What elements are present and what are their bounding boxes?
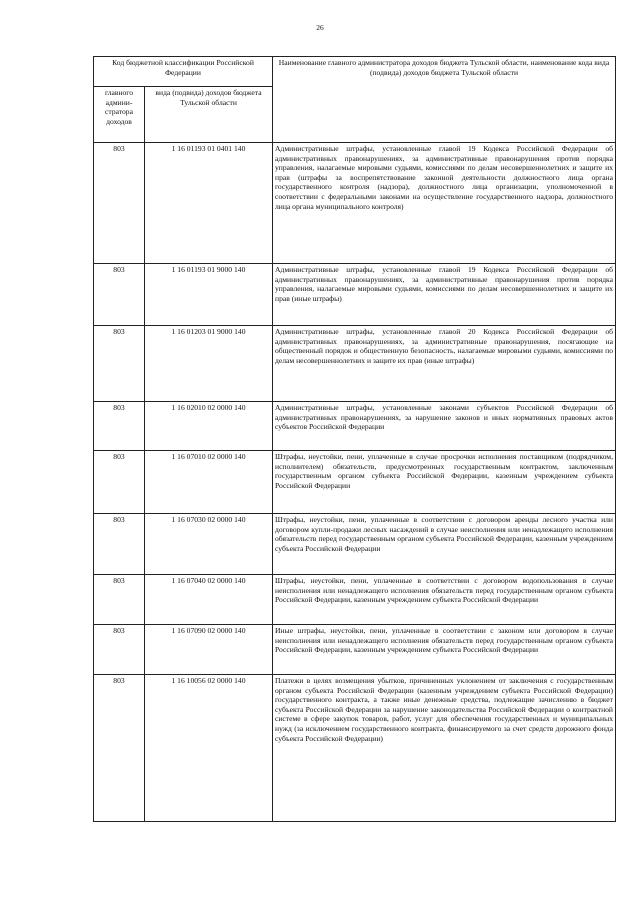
page-number: 26 [316, 23, 324, 32]
income-code-cell: 1 16 07090 02 0000 140 [145, 625, 273, 675]
table-row [94, 451, 616, 514]
income-code-cell: 1 16 10056 02 0000 140 [145, 675, 273, 822]
header-row [94, 57, 616, 87]
admin-code-cell: 803 [94, 675, 145, 822]
admin-code-cell: 803 [94, 326, 145, 402]
income-name-cell: Административные штрафы, установленные главой 20 Кодекса Российской Федерации об административных правонарушениях, за административные правонарушения, посягающие на общественный порядок и общественную безопасность, налагаемые мировыми судьями, комиссиями по делам несовершеннолетних и защите их прав (иные штрафы) [273, 326, 616, 402]
admin-code-cell: 803 [94, 143, 145, 264]
income-name-cell: Иные штрафы, неустойки, пени, уплаченные в соответствии с законом или договором в случае неисполнения или ненадлежащего исполнения обязательств перед государственным органом субъекта Российской Федерации, казенным учреждением субъекта Российской Федерации [273, 625, 616, 675]
table-row [94, 402, 616, 451]
name-column-header: Наименование главного администратора доходов бюджета Тульской области, наименование кода вида (подвида) доходов бюджета Тульской области [273, 57, 616, 143]
income-name-cell: Штрафы, неустойки, пени, уплаченные в соответствии с договором аренды лесного участка или договором купли-продажи лесных насаждений в случае неисполнения или ненадлежащего исполнения обязательств перед государственным органом субъекта Российской Федерации, казенным учреждением субъекта Российской Федерации [273, 514, 616, 575]
income-code-cell: 1 16 07030 02 0000 140 [145, 514, 273, 575]
admin-code-cell: 803 [94, 264, 145, 326]
income-name-cell: Штрафы, неустойки, пени, уплаченные в случае просрочки исполнения поставщиком (подрядчиком, исполнителем) обязательств, предусмотренных государственным контрактом, заключенным государственным органом субъекта Российской Федерации, казенным учреждением субъекта Российской Федерации [273, 451, 616, 514]
income-code-cell: 1 16 07010 02 0000 140 [145, 451, 273, 514]
admin-code-cell: 803 [94, 575, 145, 625]
income-column-header: вида (подвида) доходов бюджета Тульской области [145, 87, 273, 143]
income-name-cell: Административные штрафы, установленные главой 19 Кодекса Российской Федерации об административных правонарушениях, за административные правонарушения против порядка управления, налагаемые мировыми судьями, комиссиями по делам несовершеннолетних и защите их прав (штрафы за воспрепятствование законной деятельности должностного лица органа государственного контроля (надзора), должностного лица организации, уполномоченной в соответствии с федеральными законами на осуществление государственного надзора, должностного лица органа муниципального контроля) [273, 143, 616, 264]
table-body [94, 143, 616, 822]
table-row [94, 326, 616, 402]
table-row [94, 575, 616, 625]
kbk-group-header: Код бюджетной классификации Российской Федерации [94, 57, 273, 87]
table-row [94, 625, 616, 675]
income-name-cell: Платежи в целях возмещения убытков, причиненных уклонением от заключения с государственным органом субъекта Российской Федерации (казенным учреждением субъекта Российской Федерации) государственного контракта, а также иные денежные средства, подлежащие зачислению в бюджет субъекта Российской Федерации за нарушение законодательства Российской Федерации о контрактной системе в сфере закупок товаров, работ, услуг для обеспечения государственных и муниципальных нужд (за исключением государственного контракта, финансируемого за счет средств дорожного фонда субъекта Российской Федерации) [273, 675, 616, 822]
income-code-cell: 1 16 01203 01 9000 140 [145, 326, 273, 402]
admin-code-cell: 803 [94, 402, 145, 451]
table-row [94, 264, 616, 326]
income-code-cell: 1 16 07040 02 0000 140 [145, 575, 273, 625]
admin-code-cell: 803 [94, 514, 145, 575]
income-code-cell: 1 16 01193 01 0401 140 [145, 143, 273, 264]
table-row [94, 143, 616, 264]
income-name-cell: Штрафы, неустойки, пени, уплаченные в соответствии с договором водопользования в случае неисполнения или ненадлежащего исполнения обязательств перед государственным органом субъекта Российской Федерации, казенным учреждением субъекта Российской Федерации [273, 575, 616, 625]
income-name-cell: Административные штрафы, установленные главой 19 Кодекса Российской Федерации об административных правонарушениях, за административные правонарушения против порядка управления, налагаемые мировыми судьями, комиссиями по делам несовершеннолетних и защите их прав (иные штрафы) [273, 264, 616, 326]
admin-column-header: главного админи-стратора доходов [94, 87, 145, 143]
income-code-cell: 1 16 02010 02 0000 140 [145, 402, 273, 451]
admin-code-cell: 803 [94, 625, 145, 675]
table-row [94, 514, 616, 575]
budget-classification-table [93, 56, 616, 822]
income-code-cell: 1 16 01193 01 9000 140 [145, 264, 273, 326]
admin-code-cell: 803 [94, 451, 145, 514]
income-name-cell: Административные штрафы, установленные законами субъектов Российской Федерации об административных правонарушениях, за нарушение законов и иных нормативных правовых актов субъектов Российской Федерации [273, 402, 616, 451]
table-row [94, 675, 616, 822]
